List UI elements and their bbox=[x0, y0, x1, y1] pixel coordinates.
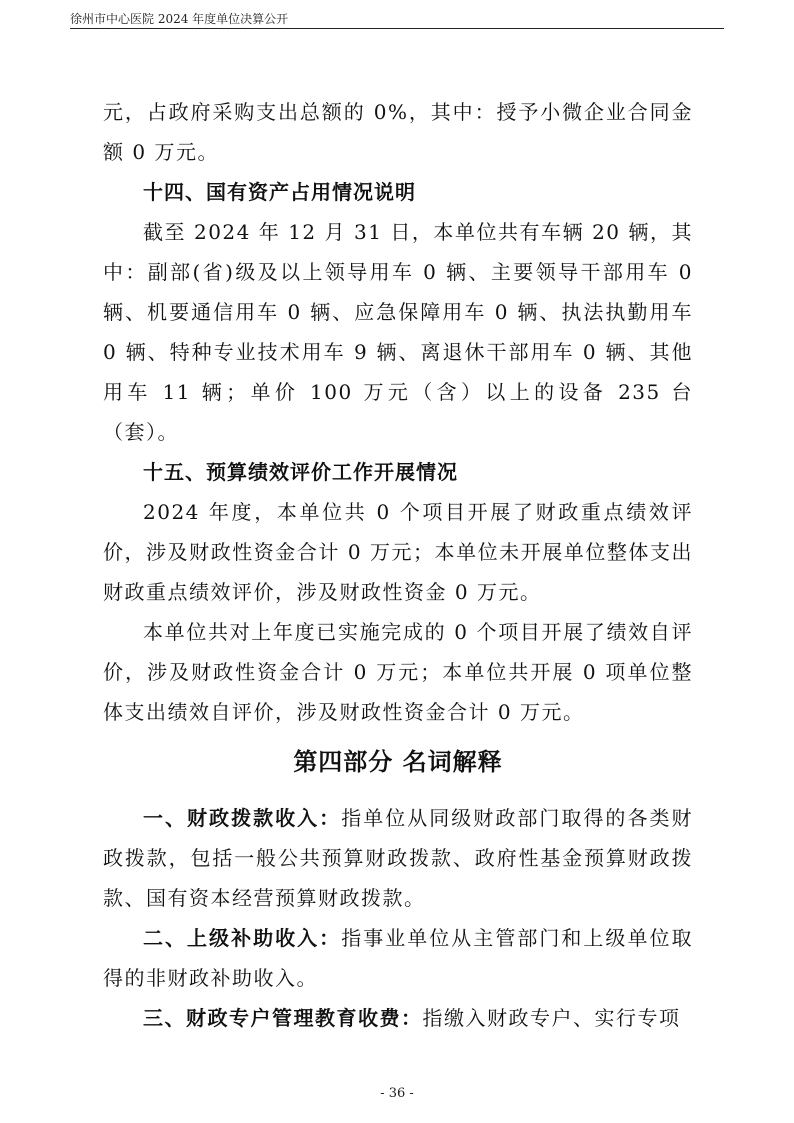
term-1-paragraph bbox=[103, 798, 693, 918]
page-number: - 36 - bbox=[380, 1086, 414, 1101]
document-body bbox=[103, 92, 693, 1038]
section-15-heading: 十五、预算绩效评价工作开展情况 bbox=[143, 460, 458, 484]
header-title: 徐州市中心医院 2024 年度单位决算公开 bbox=[70, 12, 289, 26]
page-header bbox=[70, 8, 724, 29]
term-2-paragraph bbox=[103, 918, 693, 998]
section-14-heading: 十四、国有资产占用情况说明 bbox=[143, 180, 416, 204]
term-3-paragraph bbox=[103, 998, 693, 1038]
term-2-text: 指事业单位从主管部门和上级单位取得的非财政补助收入。 bbox=[103, 926, 693, 990]
term-1-text: 指单位从同级财政部门取得的各类财政拨款，包括一般公共预算财政拨款、政府性基金预算财政拨款、国有资本经营预算财政拨款。 bbox=[103, 806, 693, 910]
section-14-paragraph: 截至 2024 年 12 月 31 日，本单位共有车辆 20 辆，其中：副部(省)级及以上领导用车 0 辆、主要领导干部用车 0 辆、机要通信用车 0 辆、应急保障用车 0 辆、执法执勤用车 0 辆、特种专业技术用车 9 辆、离退休干部用车 0 辆、其他用车 11 辆；单价 100 万元（含）以上的设备 235 台（套）。 bbox=[103, 220, 693, 444]
term-3-label: 三、财政专户管理教育收费： bbox=[143, 1006, 423, 1030]
section-15-paragraph-2: 本单位共对上年度已实施完成的 0 个项目开展了绩效自评价，涉及财政性资金合计 0 万元；本单位共开展 0 项单位整体支出绩效自评价，涉及财政性资金合计 0 万元。 bbox=[103, 620, 693, 724]
term-2-label: 二、上级补助收入： bbox=[143, 926, 342, 950]
term-1-label: 一、财政拨款收入： bbox=[143, 806, 342, 830]
term-3-text: 指缴入财政专户、实行专项 bbox=[422, 1006, 681, 1030]
section-15-paragraph-1: 2024 年度，本单位共 0 个项目开展了财政重点绩效评价，涉及财政性资金合计 0 万元；本单位未开展单位整体支出财政重点绩效评价，涉及财政性资金 0 万元。 bbox=[103, 500, 693, 604]
part-4-title: 第四部分 名词解释 bbox=[293, 748, 503, 776]
paragraph-continuation: 元，占政府采购支出总额的 0%，其中：授予小微企业合同金额 0 万元。 bbox=[103, 100, 693, 164]
